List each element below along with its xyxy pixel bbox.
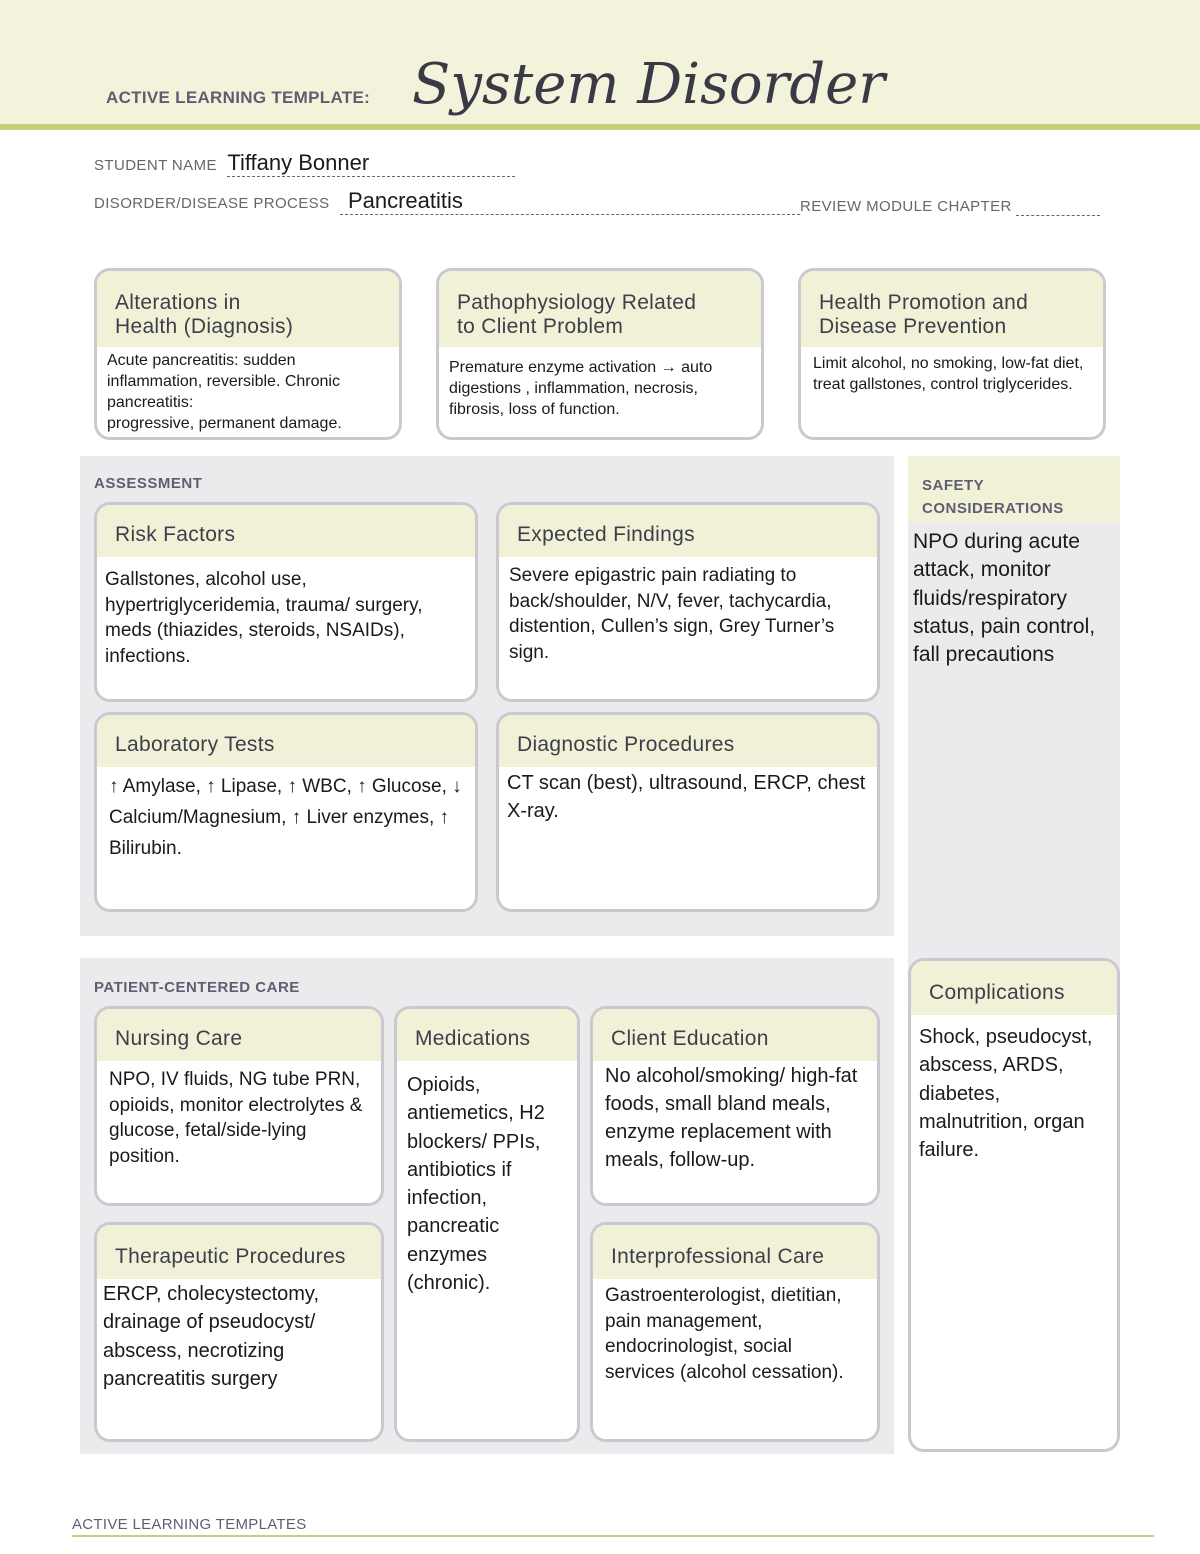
page-title: System Disorder <box>412 52 886 117</box>
expected-findings-box <box>496 502 880 702</box>
student-name-field[interactable] <box>227 150 515 177</box>
disorder-label: DISORDER/DISEASE PROCESS <box>94 195 330 212</box>
health-promotion-text[interactable]: Limit alcohol, no smoking, low-fat diet, treat gallstones, control triglycerides. <box>813 355 1084 393</box>
interprofessional-care-text[interactable]: Gastroenterologist, dietitian, pain management, endocrinologist, social services (alcohol cessation). <box>605 1285 844 1383</box>
therapeutic-procedures-text[interactable]: ERCP, cholecystectomy, drainage of pseudocyst/ abscess, necrotizing pancreatitis surgery <box>103 1283 320 1390</box>
student-name-row <box>94 150 515 177</box>
pathophysiology-title: Pathophysiology Related to Client Problem <box>439 271 761 347</box>
disorder-value: Pancreatitis <box>347 188 463 213</box>
medications-box <box>394 1006 580 1442</box>
complications-text[interactable]: Shock, pseudocyst, abscess, ARDS, diabetes, malnutrition, organ failure. <box>919 1026 1093 1162</box>
nursing-care-box <box>94 1006 384 1206</box>
risk-factors-box <box>94 502 478 702</box>
laboratory-tests-box <box>94 712 478 912</box>
client-education-box <box>590 1006 880 1206</box>
expected-findings-text[interactable]: Severe epigastric pain radiating to back/shoulder, N/V, fever, tachycardia, distention, Cullen’s sign, Grey Turner’s sign. <box>509 565 835 663</box>
diagnostic-procedures-title: Diagnostic Procedures <box>499 715 877 767</box>
risk-factors-title: Risk Factors <box>97 505 475 557</box>
alterations-text[interactable]: Acute pancreatitis: sudden inflammation, reversible. Chronic pancreatitis: progressive, permanent damage. <box>107 352 342 432</box>
disorder-field[interactable] <box>340 188 800 215</box>
student-name-value: Tiffany Bonner <box>227 150 370 175</box>
diagnostic-procedures-text[interactable]: CT scan (best), ultrasound, ERCP, chest X-ray. <box>507 772 866 822</box>
safety-title: SAFETY CONSIDERATIONS <box>922 477 1064 517</box>
footer-text: ACTIVE LEARNING TEMPLATES <box>72 1516 307 1533</box>
nursing-care-title: Nursing Care <box>97 1009 381 1061</box>
review-label: REVIEW MODULE CHAPTER <box>800 198 1012 215</box>
risk-factors-text[interactable]: Gallstones, alcohol use, hypertriglyceridemia, trauma/ surgery, meds (thiazides, steroids, NSAIDs), infections. <box>105 569 423 667</box>
diagnostic-procedures-box <box>496 712 880 912</box>
nursing-care-text[interactable]: NPO, IV fluids, NG tube PRN, opioids, monitor electrolytes & glucose, fetal/side-lying position. <box>109 1069 363 1167</box>
assessment-label: ASSESSMENT <box>94 475 203 492</box>
template-label: ACTIVE LEARNING TEMPLATE: <box>106 88 371 107</box>
pathophysiology-box <box>436 268 764 440</box>
laboratory-tests-text[interactable]: ↑ Amylase, ↑ Lipase, ↑ WBC, ↑ Glucose, ↓ Calcium/Magnesium, ↑ Liver enzymes, ↑ Bilirubin. <box>109 776 462 859</box>
medications-text[interactable]: Opioids, antiemetics, H2 blockers/ PPIs, antibiotics if infection, pancreatic enzymes (chronic). <box>407 1074 545 1295</box>
therapeutic-procedures-box <box>94 1222 384 1442</box>
complications-box <box>908 958 1120 1452</box>
patient-care-label: PATIENT-CENTERED CARE <box>94 979 300 996</box>
client-education-title: Client Education <box>593 1009 877 1061</box>
alterations-title: Alterations in Health (Diagnosis) <box>97 271 399 347</box>
health-promotion-box <box>798 268 1106 440</box>
medications-title: Medications <box>397 1009 577 1061</box>
student-name-label: STUDENT NAME <box>94 157 217 174</box>
interprofessional-care-title: Interprofessional Care <box>593 1225 877 1279</box>
expected-findings-title: Expected Findings <box>499 505 877 557</box>
alterations-box <box>94 268 402 440</box>
interprofessional-care-box <box>590 1222 880 1442</box>
safety-text[interactable]: NPO during acute attack, monitor fluids/respiratory status, pain control, fall precautions <box>913 530 1096 667</box>
review-row <box>800 197 1100 216</box>
health-promotion-title: Health Promotion and Disease Prevention <box>801 271 1103 347</box>
review-field[interactable] <box>1016 197 1100 216</box>
therapeutic-procedures-title: Therapeutic Procedures <box>97 1225 381 1279</box>
footer-line <box>72 1535 1154 1537</box>
disorder-row <box>94 188 800 215</box>
laboratory-tests-title: Laboratory Tests <box>97 715 475 767</box>
complications-title: Complications <box>911 961 1117 1015</box>
client-education-text[interactable]: No alcohol/smoking/ high-fat foods, small bland meals, enzyme replacement with meals, follow-up. <box>605 1065 858 1171</box>
pathophysiology-text[interactable]: Premature enzyme activation → auto digestions , inflammation, necrosis, fibrosis, loss of function. <box>449 359 713 418</box>
